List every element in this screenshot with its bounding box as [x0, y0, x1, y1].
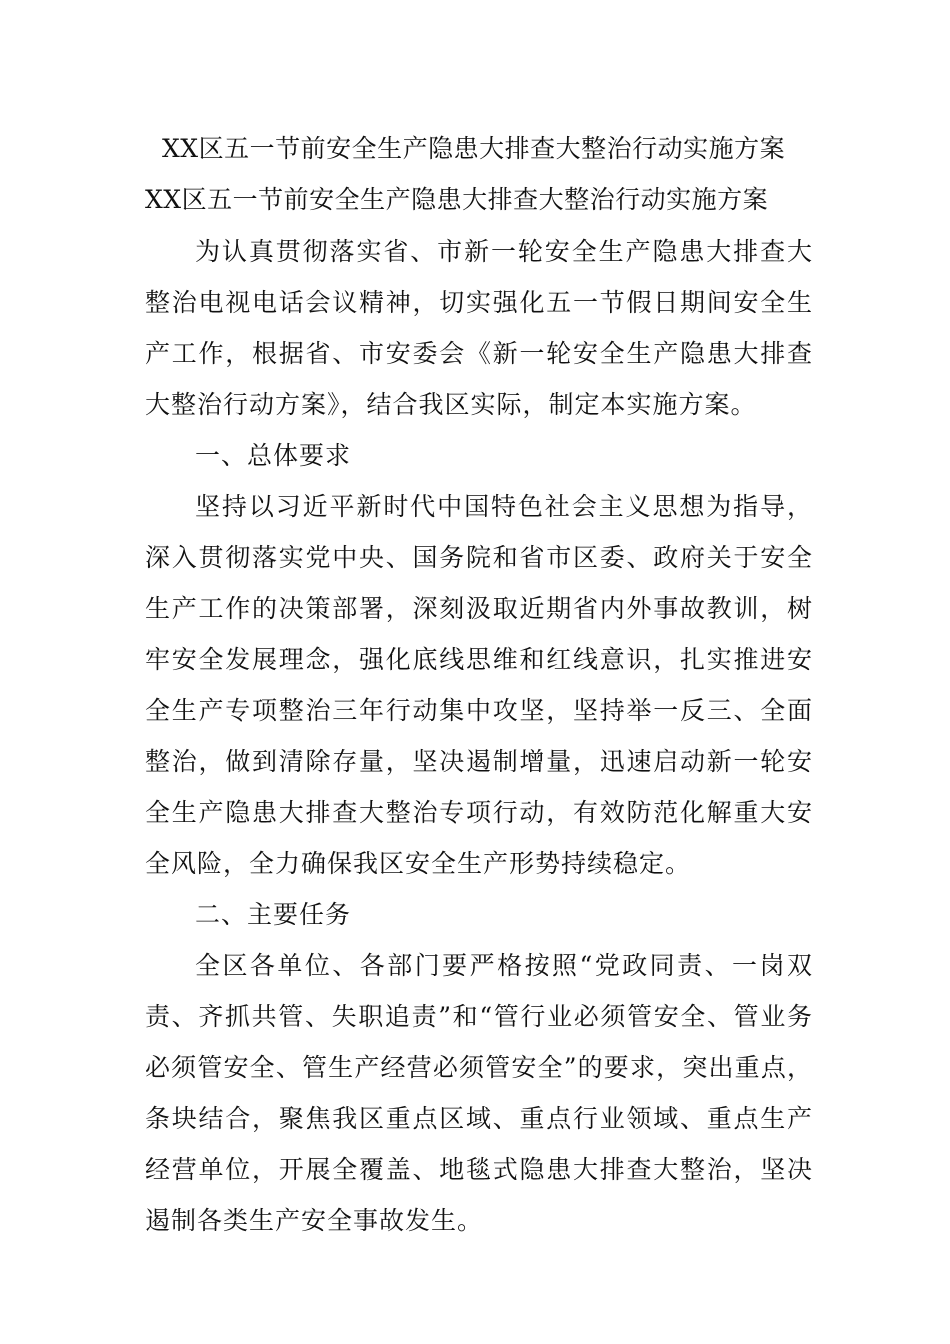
general-requirements-paragraph: 坚持以习近平新时代中国特色社会主义思想为指导，深入贯彻落实党中央、国务院和省市区委、政府关于安全生产工作的决策部署，深刻汲取近期省内外事故教训，树牢安全发展理念，强化底线思维和红线意识，扎实推进安全生产专项整治三年行动集中攻坚，坚持举一反三、全面整治，做到清除存量，坚决遏制增量，迅速启动新一轮安全生产隐患大排查大整治专项行动，有效防范化解重大安全风险，全力确保我区安全生产形势持续稳定。 — [145, 492, 813, 878]
document-body — [145, 226, 813, 1246]
intro-paragraph: 为认真贯彻落实省、市新一轮安全生产隐患大排查大整治电视电话会议精神，切实强化五一节假日期间安全生产工作，根据省、市安委会《新一轮安全生产隐患大排查大整治行动方案》，结合我区实际，制定本实施方案。 — [145, 237, 813, 419]
document-title-line-1: XX区五一节前安全生产隐患大排查大整治行动实施方案 — [162, 134, 786, 163]
document-title-line-2: XX区五一节前安全生产隐患大排查大整治行动实施方案 — [145, 185, 769, 214]
main-tasks-paragraph: 全区各单位、各部门要严格按照“党政同责、一岗双责、齐抓共管、失职追责”和“管行业必须管安全、管业务必须管安全、管生产经营必须管安全”的要求，突出重点，条块结合，聚焦我区重点区域、重点行业领域、重点生产经营单位，开展全覆盖、地毯式隐患大排查大整治，坚决遏制各类生产安全事故发生。 — [145, 951, 813, 1235]
section-heading-general-requirements: 一、总体要求 — [195, 441, 352, 470]
section-heading-main-tasks: 二、主要任务 — [195, 900, 352, 929]
